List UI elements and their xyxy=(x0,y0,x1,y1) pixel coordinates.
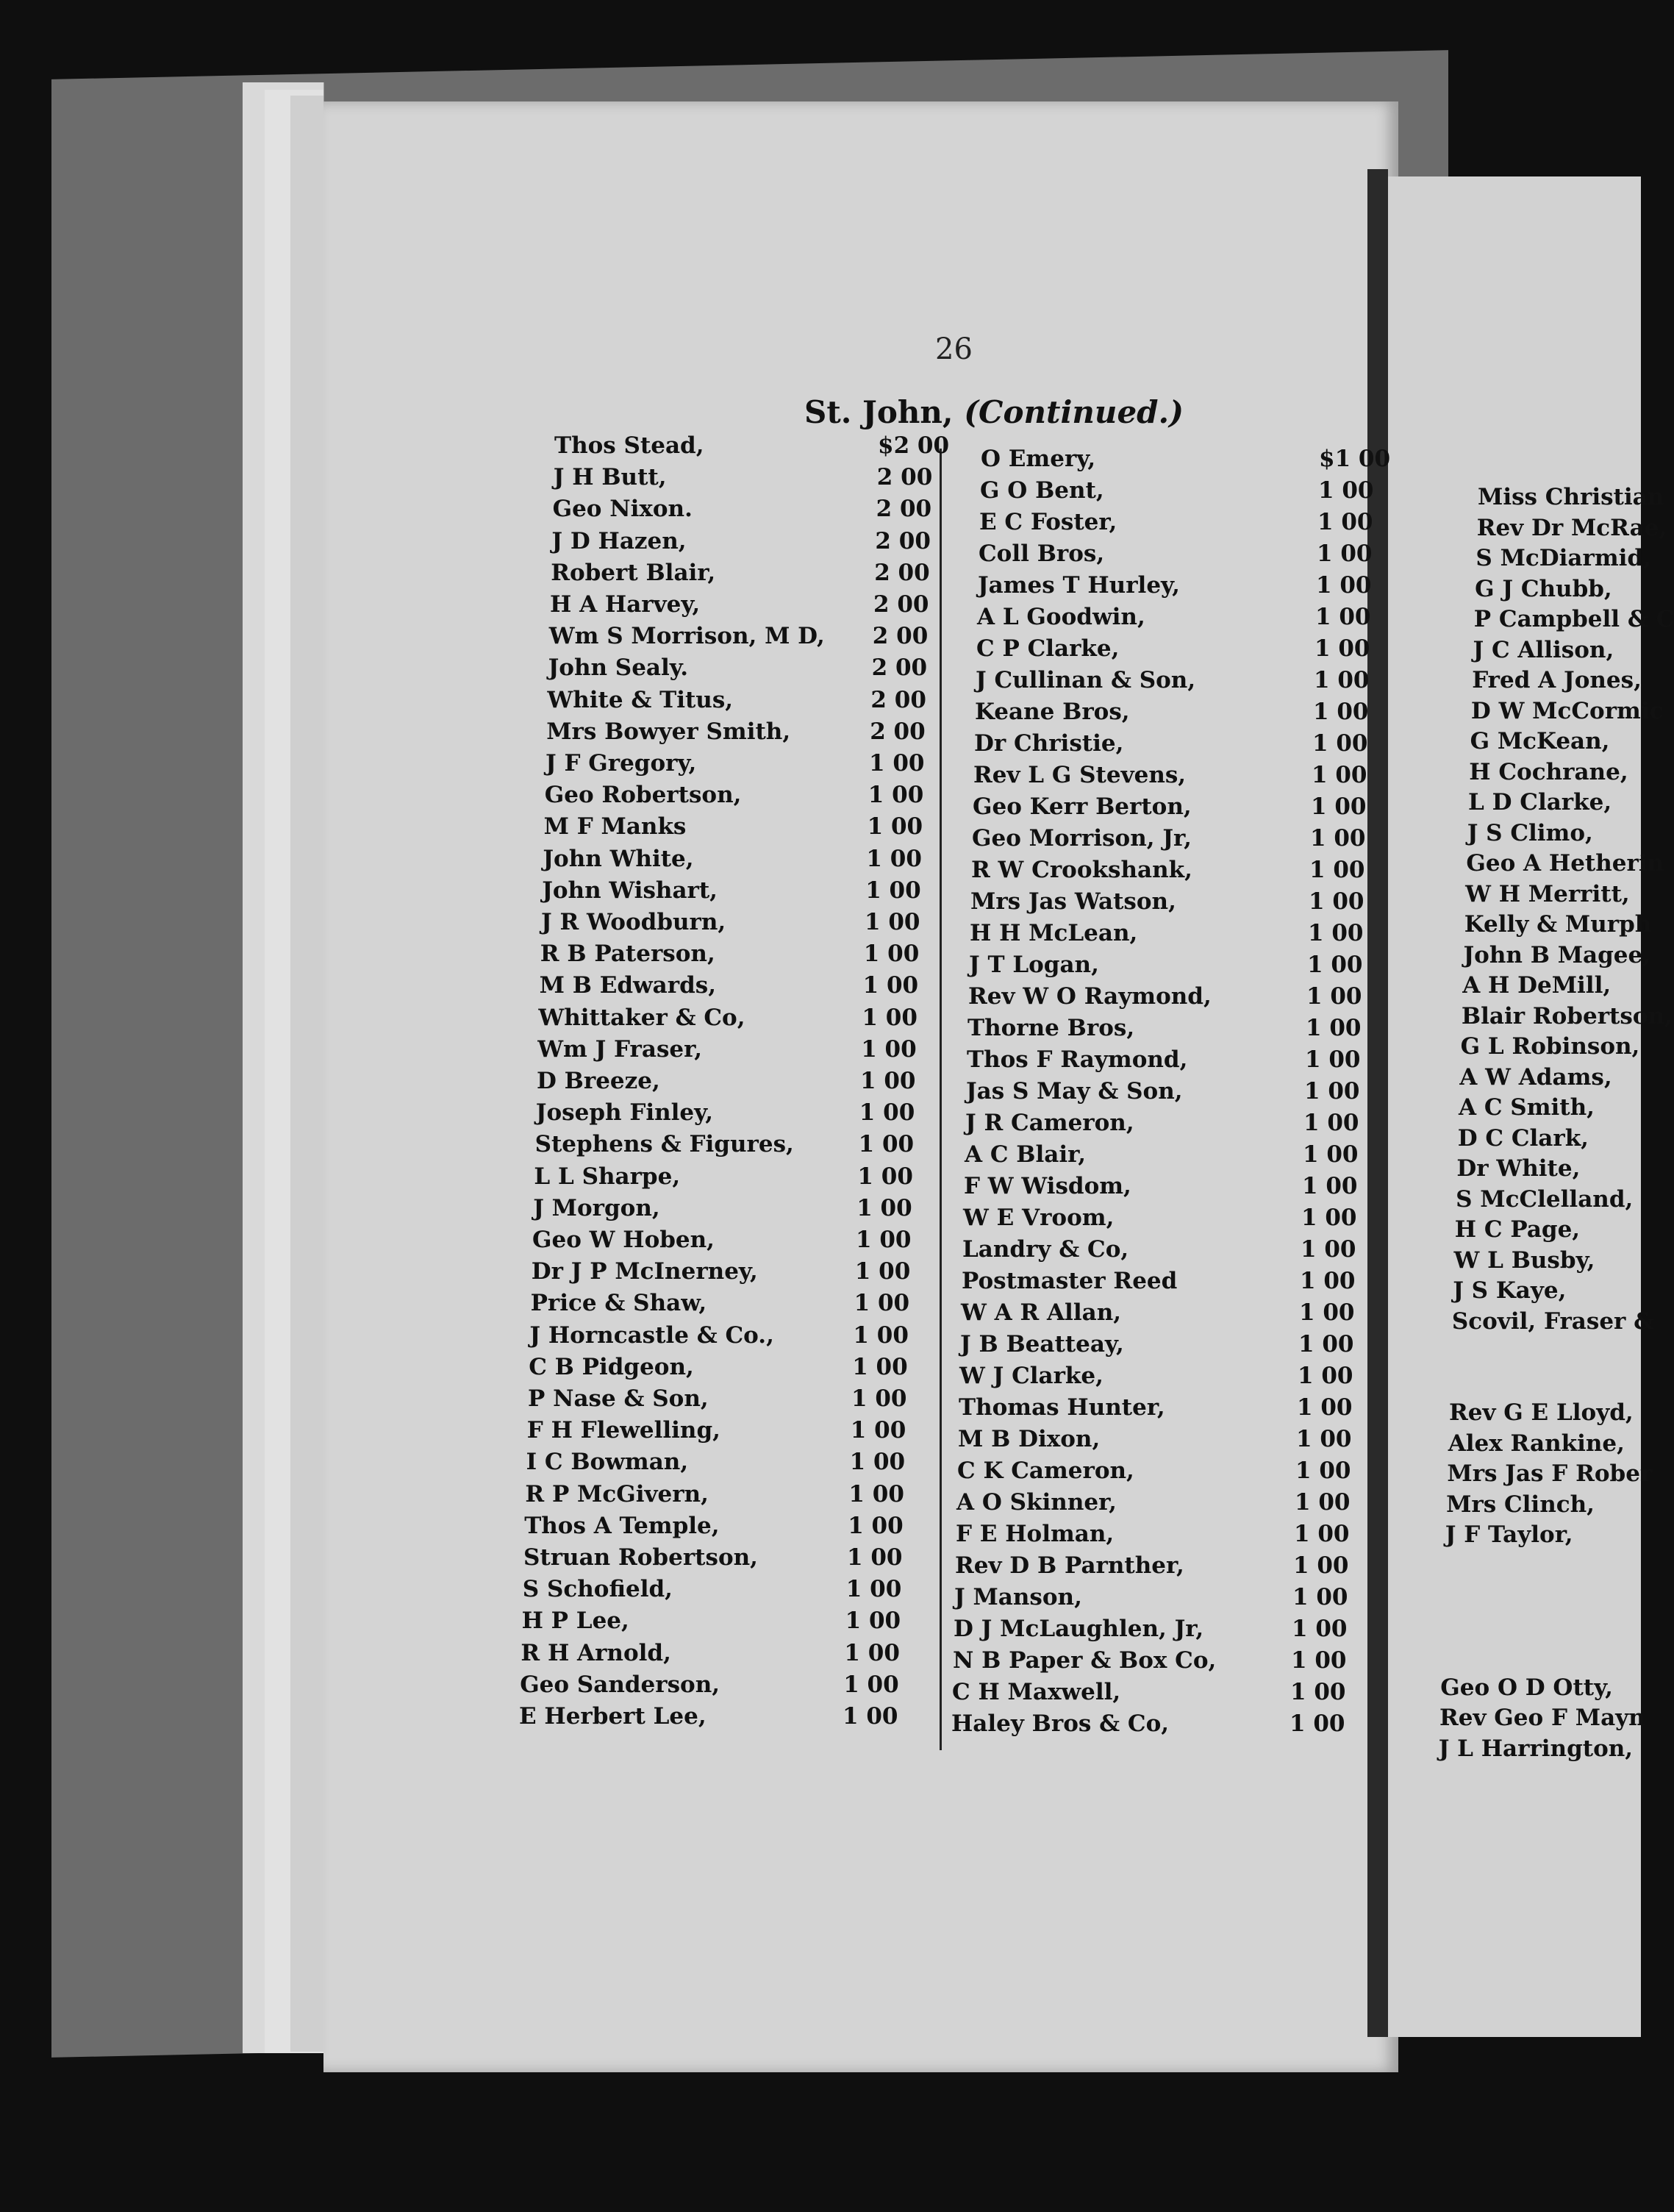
subscriber-name: Joseph Finley, xyxy=(535,1099,713,1127)
subscriber-name: J B Beatteay, xyxy=(960,1331,1124,1357)
subscriber-name: Haley Bros & Co, xyxy=(951,1710,1170,1737)
subscriber-name: I C Bowman, xyxy=(526,1449,689,1476)
subscriber-name: J Cullinan & Son, xyxy=(976,667,1196,693)
subscription-amount: 1 00 xyxy=(868,782,924,809)
page-edges xyxy=(290,96,324,2052)
subscription-amount: 2 00 xyxy=(874,559,930,586)
subscriber-name: R W Crookshank, xyxy=(971,857,1192,883)
subscriber-name: N B Paper & Box Co, xyxy=(953,1647,1217,1674)
subscriber-name: Mrs Jas F Rober xyxy=(1447,1460,1653,1487)
subscription-amount: 1 00 xyxy=(843,1671,899,1698)
subscription-amount: 1 00 xyxy=(1314,667,1370,693)
subscriber-name: Stephens & Figures, xyxy=(534,1131,794,1158)
subscription-amount: 2 00 xyxy=(871,654,928,682)
subscriber-name: J Horncastle & Co., xyxy=(529,1321,774,1349)
subscriber-name: S McClelland, xyxy=(1456,1185,1634,1213)
subscription-amount: 1 00 xyxy=(865,909,920,935)
subscription-amount: 1 00 xyxy=(1298,1363,1353,1389)
subscriber-name: R H Arnold, xyxy=(521,1639,671,1666)
subscription-amount: 1 00 xyxy=(843,1703,898,1730)
subscriber-name: W E Vroom, xyxy=(963,1205,1115,1231)
subscriber-name: F E Holman, xyxy=(956,1521,1115,1547)
subscription-amount: 1 00 xyxy=(847,1544,903,1571)
subscription-amount: 1 00 xyxy=(1312,730,1368,757)
subscriber-name: W L Busby, xyxy=(1453,1246,1595,1274)
subscriber-name: O Emery, xyxy=(981,446,1096,472)
subscriber-name: Geo Robertson, xyxy=(544,782,742,809)
subscriber-name: F W Wisdom, xyxy=(964,1173,1131,1199)
subscription-amount: 1 00 xyxy=(854,1290,910,1317)
subscription-amount: 2 00 xyxy=(873,591,929,618)
subscription-amount: 1 00 xyxy=(862,972,919,999)
subscriber-name: J R Cameron, xyxy=(965,1110,1134,1136)
subscriber-name: James T Hurley, xyxy=(978,572,1180,599)
subscriber-name: John B Magee, xyxy=(1463,941,1651,968)
subscription-amount: 1 00 xyxy=(849,1449,906,1476)
page-number: 26 xyxy=(935,332,973,366)
subscriber-name: E Herbert Lee, xyxy=(519,1703,707,1730)
subscription-amount: 1 00 xyxy=(852,1353,908,1380)
subscription-amount: 1 00 xyxy=(1293,1552,1349,1579)
subscriber-name: S Schofield, xyxy=(522,1576,673,1603)
subscription-amount: 1 00 xyxy=(859,1099,915,1127)
subscriber-name: Coll Bros, xyxy=(979,540,1105,567)
subscriber-name: J D Hazen, xyxy=(551,527,687,554)
subscription-amount: 1 00 xyxy=(854,1258,911,1285)
subscriber-name: P Nase & Son, xyxy=(528,1385,709,1412)
subscriber-name: Rev D B Parnther, xyxy=(955,1552,1184,1579)
subscription-amount: 1 00 xyxy=(1309,888,1364,915)
subscriber-name: Postmaster Reed xyxy=(962,1268,1178,1294)
subscriber-name: Price & Shaw, xyxy=(530,1290,707,1317)
subscriber-name: Geo Nixon. xyxy=(552,496,693,523)
subscriber-name: Geo W Hoben, xyxy=(532,1227,715,1253)
subscriber-name: L D Clarke, xyxy=(1468,789,1612,816)
subscription-amount: 1 00 xyxy=(1306,1015,1362,1041)
subscriber-name: Wm S Morrison, M D, xyxy=(548,623,825,650)
subscription-amount: 1 00 xyxy=(1297,1394,1353,1421)
subscriber-name: G L Robinson, xyxy=(1460,1033,1640,1060)
subscriber-name: J Manson, xyxy=(954,1584,1082,1610)
subscription-amount: 2 00 xyxy=(876,464,933,491)
subscriber-name: John Wishart, xyxy=(542,877,718,904)
subscriber-name: A L Goodwin, xyxy=(977,604,1145,630)
heading-continued: (Continued.) xyxy=(964,394,1184,430)
subscription-amount: 1 00 xyxy=(1315,604,1371,630)
subscription-amount: 1 00 xyxy=(865,877,921,904)
subscriber-name: J S Climo, xyxy=(1467,819,1593,846)
subscriber-name: Rev W O Raymond, xyxy=(968,983,1212,1010)
subscription-amount: 1 00 xyxy=(1308,920,1364,946)
subscriber-name: D J McLaughlen, Jr, xyxy=(954,1616,1204,1642)
subscriber-name: Miss Christian xyxy=(1478,484,1664,510)
subscriber-name: Wm J Fraser, xyxy=(537,1035,702,1063)
subscriber-name: Thos Stead, xyxy=(554,432,704,459)
subscriber-name: Thomas Hunter, xyxy=(959,1394,1165,1421)
subscriber-name: Rev Dr McRae, xyxy=(1476,514,1667,541)
subscriber-name: H H McLean, xyxy=(970,920,1138,946)
subscription-amount: 1 00 xyxy=(1309,857,1365,883)
subscription-amount: 1 00 xyxy=(1304,1078,1360,1105)
subscriber-name: H A Harvey, xyxy=(550,591,701,618)
subscription-amount: 2 00 xyxy=(872,623,929,650)
subscription-amount: 1 00 xyxy=(848,1512,904,1539)
subscription-amount: 1 00 xyxy=(858,1131,915,1158)
subscriber-name: Blair Robertson, xyxy=(1461,1002,1673,1030)
subscriber-name: Robert Blair, xyxy=(551,559,716,586)
subscription-amount: 1 00 xyxy=(1317,509,1373,535)
subscription-amount: 1 00 xyxy=(1301,1205,1357,1231)
subscription-amount: 1 00 xyxy=(866,845,922,872)
subscriber-name: Kelly & Murph xyxy=(1464,911,1652,938)
subscription-amount: 1 00 xyxy=(1295,1489,1351,1516)
subscriber-name: L L Sharpe, xyxy=(534,1163,681,1190)
subscriber-name: Dr J P McInerney, xyxy=(531,1258,758,1285)
subscription-amount: 1 00 xyxy=(857,1163,913,1190)
subscriber-name: Keane Bros, xyxy=(975,699,1130,725)
subscription-amount: 1 00 xyxy=(845,1576,902,1603)
subscriber-name: Rev L G Stevens, xyxy=(973,762,1187,788)
subscriber-name: J F Taylor, xyxy=(1445,1521,1573,1548)
subscription-amount: $2 00 xyxy=(878,432,950,459)
subscriber-name: A H DeMill, xyxy=(1462,972,1612,999)
subscriber-name: Struan Robertson, xyxy=(523,1544,758,1571)
subscription-amount: 1 00 xyxy=(1305,1046,1361,1073)
subscriber-name: Alex Rankine, xyxy=(1448,1430,1625,1457)
subscription-amount: 2 00 xyxy=(870,718,926,745)
subscription-amount: 1 00 xyxy=(862,1004,918,1031)
subscriber-name: F H Flewelling, xyxy=(526,1417,720,1444)
subscription-amount: 1 00 xyxy=(1316,572,1372,599)
subscriber-name: G McKean, xyxy=(1470,728,1610,754)
subscriber-name: J R Woodburn, xyxy=(541,909,726,935)
subscription-amount: 1 00 xyxy=(1314,635,1370,662)
subscription-amount: 1 00 xyxy=(860,1068,916,1094)
subscription-amount: 1 00 xyxy=(1302,1173,1358,1199)
subscription-amount: 2 00 xyxy=(875,527,931,554)
subscriber-name: Geo A Hetherin xyxy=(1466,850,1664,877)
subscriber-name: Geo Sanderson, xyxy=(520,1671,720,1698)
subscription-amount: 1 00 xyxy=(1311,793,1367,820)
subscription-amount: 1 00 xyxy=(1298,1331,1354,1357)
subscriber-name: J S Kaye, xyxy=(1453,1277,1567,1304)
column-divider xyxy=(940,449,942,1750)
subscriber-name: Thorne Bros, xyxy=(967,1015,1135,1041)
subscriber-name: J F Gregory, xyxy=(546,750,697,777)
subscriber-name: Landry & Co, xyxy=(962,1236,1129,1263)
subscriber-name: J H Butt, xyxy=(553,464,667,491)
subscriber-name: M B Dixon, xyxy=(958,1426,1101,1452)
subscriber-name: H C Page, xyxy=(1454,1216,1581,1243)
subscription-amount: 1 00 xyxy=(850,1417,906,1444)
subscriber-name: R B Paterson, xyxy=(540,941,715,968)
subscriber-name: J T Logan, xyxy=(969,952,1099,978)
subscription-amount: 1 00 xyxy=(851,1385,907,1412)
subscriber-name: G O Bent, xyxy=(980,477,1104,504)
subscriber-name: Geo O D Otty, xyxy=(1440,1674,1613,1701)
subscriber-name: Scovil, Fraser & xyxy=(1451,1307,1655,1335)
subscription-amount: 1 00 xyxy=(1303,1141,1359,1168)
subscriber-name: D C Clark, xyxy=(1457,1124,1589,1152)
subscription-amount: 1 00 xyxy=(845,1608,901,1635)
subscriber-name: W H Merritt, xyxy=(1465,880,1630,907)
subscription-amount: 1 00 xyxy=(1318,477,1374,504)
subscriber-name: Whittaker & Co, xyxy=(538,1004,745,1031)
subscriber-name: Geo Kerr Berton, xyxy=(973,793,1192,820)
subscription-amount: 2 00 xyxy=(876,496,932,523)
subscription-amount: 1 00 xyxy=(844,1639,900,1666)
section-heading xyxy=(804,394,1184,430)
subscription-amount: 1 00 xyxy=(1303,1110,1359,1136)
subscription-amount: 1 00 xyxy=(1307,952,1363,978)
subscriber-name: J Morgon, xyxy=(533,1194,660,1221)
subscription-amount: 1 00 xyxy=(869,750,925,777)
subscriber-name: John Sealy. xyxy=(548,654,689,682)
subscriber-name: M F Manks xyxy=(543,813,687,841)
subscriber-name: P Campbell & C xyxy=(1473,606,1674,632)
subscriber-name: C P Clarke, xyxy=(976,635,1120,662)
subscription-amount: 1 00 xyxy=(853,1321,909,1349)
subscription-amount: 1 00 xyxy=(1296,1426,1352,1452)
subscription-amount: 1 00 xyxy=(1294,1521,1350,1547)
subscription-amount: 1 00 xyxy=(1299,1299,1355,1326)
subscriber-name: W A R Allan, xyxy=(961,1299,1122,1326)
subscriber-name: J L Harrington, xyxy=(1438,1735,1634,1762)
subscriber-name: White & Titus, xyxy=(547,686,734,713)
subscription-amount: 1 00 xyxy=(1310,825,1366,852)
subscriber-name: Mrs Bowyer Smith, xyxy=(546,718,791,745)
subscriber-name: A C Smith, xyxy=(1459,1094,1595,1121)
subscriber-name: D W McCormic xyxy=(1470,697,1664,724)
subscription-amount: 1 00 xyxy=(861,1035,917,1063)
subscriber-name: Mrs Jas Watson, xyxy=(970,888,1176,915)
subscription-amount: 1 00 xyxy=(1317,540,1373,567)
subscription-amount: 1 00 xyxy=(1300,1268,1356,1294)
subscription-amount: 1 00 xyxy=(1292,1584,1348,1610)
subscription-amount: 1 00 xyxy=(867,813,923,841)
subscriber-name: S McDiarmid, xyxy=(1476,545,1651,571)
subscriber-name: C K Cameron, xyxy=(957,1458,1134,1484)
subscriber-name: C B Pidgeon, xyxy=(529,1353,694,1380)
subscriber-name: Jas S May & Son, xyxy=(966,1078,1183,1105)
subscription-amount: 1 00 xyxy=(1295,1458,1351,1484)
subscription-amount: 1 00 xyxy=(1313,699,1369,725)
subscription-amount: 1 00 xyxy=(863,941,920,968)
subscription-amount: 1 00 xyxy=(1290,1679,1346,1705)
subscription-amount: 1 00 xyxy=(856,1227,912,1253)
subscriber-name: M B Edwards, xyxy=(539,972,717,999)
subscription-amount: $1 00 xyxy=(1319,446,1391,472)
subscription-amount: 1 00 xyxy=(848,1480,904,1508)
subscriber-name: A O Skinner, xyxy=(956,1489,1117,1516)
subscriber-name: Fred A Jones, xyxy=(1472,667,1642,693)
subscription-amount: 1 00 xyxy=(1301,1236,1356,1263)
subscription-amount: 1 00 xyxy=(1292,1616,1348,1642)
subscriber-name: Dr White, xyxy=(1456,1155,1581,1182)
subscriber-name: R P McGivern, xyxy=(525,1480,709,1508)
subscriber-name: Dr Christie, xyxy=(974,730,1124,757)
subscriber-name: H P Lee, xyxy=(521,1608,629,1635)
subscriber-name: E C Foster, xyxy=(979,509,1117,535)
subscription-amount: 1 00 xyxy=(1291,1647,1347,1674)
subscriber-name: Geo Morrison, Jr, xyxy=(972,825,1192,852)
subscriber-name: W J Clarke, xyxy=(959,1363,1104,1389)
subscriber-name: G J Chubb, xyxy=(1475,575,1612,602)
subscriber-name: A W Adams, xyxy=(1459,1063,1612,1091)
subscriber-name: Rev G E Lloyd, xyxy=(1449,1399,1634,1426)
subscriber-name: D Breeze, xyxy=(537,1068,660,1094)
subscription-amount: 1 00 xyxy=(856,1194,912,1221)
subscription-amount: 1 00 xyxy=(1306,983,1362,1010)
subscriber-name: Thos F Raymond, xyxy=(967,1046,1188,1073)
subscriber-name: A C Blair, xyxy=(965,1141,1087,1168)
subscriber-name: Rev Geo F Mayn xyxy=(1439,1705,1645,1731)
subscriber-name: J C Allison, xyxy=(1473,636,1614,663)
subscription-amount: 2 00 xyxy=(870,686,926,713)
subscription-amount: 1 00 xyxy=(1290,1710,1345,1737)
subscriber-name: C H Maxwell, xyxy=(952,1679,1121,1705)
subscriber-name: Thos A Temple, xyxy=(524,1512,720,1539)
subscriber-name: H Cochrane, xyxy=(1469,758,1628,785)
subscriber-name: John White, xyxy=(543,845,694,872)
heading-place: St. John, xyxy=(804,394,954,430)
subscriber-name: Mrs Clinch, xyxy=(1446,1491,1595,1518)
subscription-amount: 1 00 xyxy=(1312,762,1367,788)
